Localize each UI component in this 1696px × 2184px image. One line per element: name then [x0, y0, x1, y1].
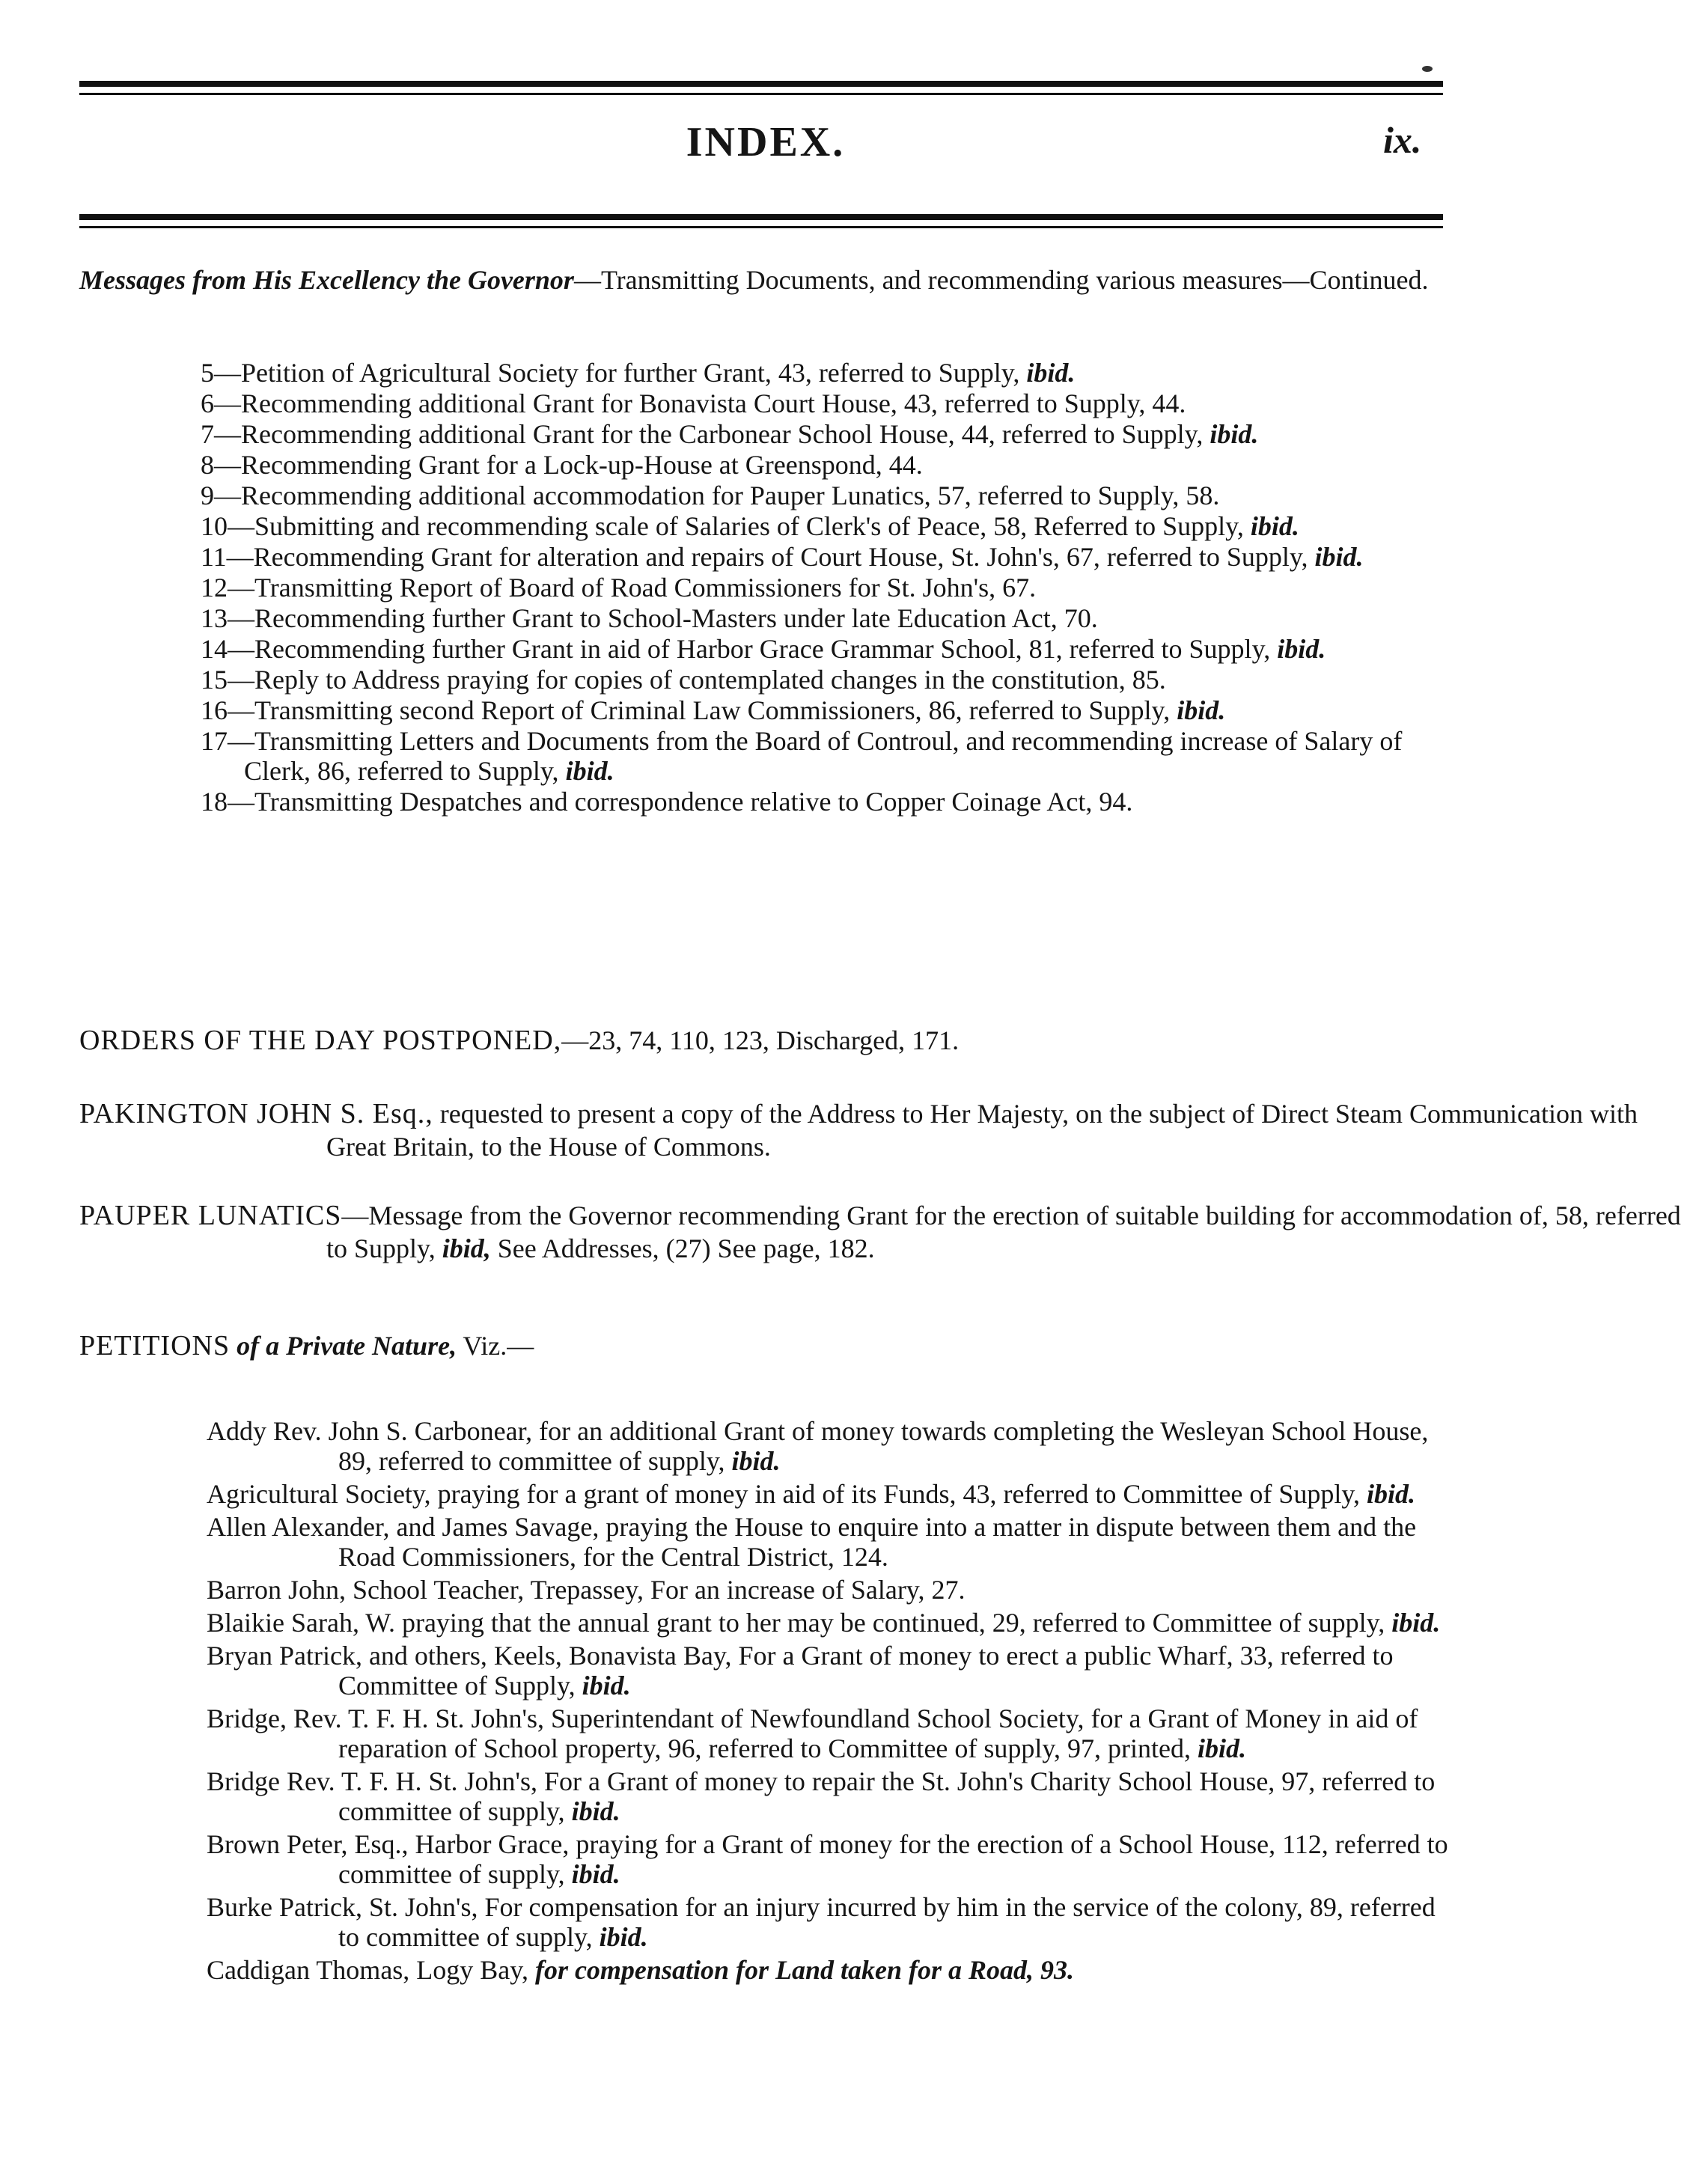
top-rule-thin — [79, 93, 1443, 95]
message-entry: 7—Recommending additional Grant for the Carbonear School House, 44, referred to Supply, ibid. — [201, 419, 1259, 449]
messages-list — [201, 358, 1449, 817]
petitions-head: PETITIONS — [79, 1330, 231, 1361]
message-entry: 5—Petition of Agricultural Society for further Grant, 43, referred to Supply, ibid. — [201, 358, 1076, 388]
petition-entry: Bryan Patrick, and others, Keels, Bonavista Bay, For a Grant of money to erect a public Wharf, 33, referred to Committee of Supply, ibid. — [207, 1641, 1394, 1700]
pauper-ibid: ibid, — [442, 1233, 491, 1263]
message-entry: 12—Transmitting Report of Board of Road Commissioners for St. John's, 67. — [201, 573, 1037, 603]
message-entry: 9—Recommending additional accommodation for Pauper Lunatics, 57, referred to Supply, 58. — [201, 481, 1220, 510]
ink-speck — [1422, 66, 1433, 72]
intro-lead: Messages from His Excellency the Governor — [79, 265, 574, 295]
petition-entry: Agricultural Society, praying for a grant of money in aid of its Funds, 43, referred to Committee of Supply, ibid. — [207, 1479, 1416, 1509]
petition-entry: Blaikie Sarah, W. praying that the annual grant to her may be continued, 29, referred to Committee of supply, ibid. — [207, 1608, 1441, 1638]
messages-intro — [79, 263, 1449, 296]
pauper-entry — [79, 1199, 1696, 1265]
orders-text: —23, 74, 110, 123, Discharged, 171. — [561, 1025, 960, 1055]
petition-entry: Burke Patrick, St. John's, For compensation for an injury incurred by him in the service of the colony, 89, referred to committee of supply, ibid. — [207, 1892, 1436, 1952]
message-entry: 18—Transmitting Despatches and correspondence relative to Copper Coinage Act, 94. — [201, 787, 1133, 817]
page-title: INDEX. — [686, 119, 846, 165]
petition-entry: Barron John, School Teacher, Trepassey, For an increase of Salary, 27. — [207, 1575, 966, 1605]
pakington-entry — [79, 1097, 1696, 1163]
petition-entry: Allen Alexander, and James Savage, praying the House to enquire into a matter in dispute between them and the Road Commissioners, for the Central District, 124. — [207, 1512, 1417, 1572]
message-entry: 8—Recommending Grant for a Lock-up-House at Greenspond, 44. — [201, 450, 923, 480]
message-entry: 6—Recommending additional Grant for Bonavista Court House, 43, referred to Supply, 44. — [201, 388, 1186, 418]
pauper-head: PAUPER LUNATICS — [79, 1200, 342, 1231]
petitions-viz: Viz.— — [457, 1331, 534, 1361]
message-entry: 14—Recommending further Grant in aid of Harbor Grace Grammar School, 81, referred to Supply, ibid. — [201, 634, 1326, 664]
intro-rest: —Transmitting Documents, and recommending various measures—Continued. — [573, 265, 1429, 295]
header-rule-thin — [79, 226, 1443, 228]
orders-entry — [79, 1024, 1449, 1057]
pakington-text: requested to present a copy of the Address to Her Majesty, on the subject of Direct Steam Communication with Great Britain, to the House of Commons. — [326, 1099, 1638, 1162]
page-number: ix. — [1383, 119, 1422, 161]
pauper-text2: See Addresses, (27) See page, 182. — [490, 1233, 875, 1263]
top-rule-thick — [79, 81, 1443, 87]
petition-entry: Bridge, Rev. T. F. H. St. John's, Superintendant of Newfoundland School Society, for a Grant of Money in aid of reparation of School property, 96, referred to Committee of supply, 97, printed, ibid. — [207, 1703, 1418, 1763]
petition-entry: Brown Peter, Esq., Harbor Grace, praying for a Grant of money for the erection of a School House, 112, referred to committee of supply, ibid. — [207, 1829, 1448, 1889]
petitions-list — [207, 1416, 1449, 1988]
orders-head: ORDERS OF THE DAY POSTPONED, — [79, 1025, 562, 1056]
petitions-heading — [79, 1329, 1449, 1362]
message-entry: 15—Reply to Address praying for copies of contemplated changes in the constitution, 85. — [201, 665, 1166, 695]
message-entry: 10—Submitting and recommending scale of Salaries of Clerk's of Peace, 58, Referred to Supply, ibid. — [201, 511, 1299, 541]
message-entry: 13—Recommending further Grant to School-Masters under late Education Act, 70. — [201, 603, 1098, 633]
petition-entry: Caddigan Thomas, Logy Bay, for compensation for Land taken for a Road, 93. — [207, 1955, 1074, 1985]
message-entry: 17—Transmitting Letters and Documents from the Board of Controul, and recommending increase of Salary of Clerk, 86, referred to Supply, ibid. — [201, 726, 1403, 786]
header-rule-thick — [79, 214, 1443, 220]
petition-entry: Bridge Rev. T. F. H. St. John's, For a Grant of money to repair the St. John's Charity School House, 97, referred to committee of supply, ibid. — [207, 1766, 1436, 1826]
pakington-head: PAKINGTON JOHN S. Esq., — [79, 1098, 433, 1129]
pauper-text1: —Message from the Governor recommending Grant for the erection of suitable building for accommodation of, 58, referred to Supply, — [326, 1201, 1681, 1263]
message-entry: 16—Transmitting second Report of Criminal Law Commissioners, 86, referred to Supply, ibid. — [201, 695, 1226, 725]
message-entry: 11—Recommending Grant for alteration and repairs of Court House, St. John's, 67, referred to Supply, ibid. — [201, 542, 1364, 572]
petition-entry: Addy Rev. John S. Carbonear, for an additional Grant of money towards completing the Wesleyan School House, 89, referred to committee of supply, ibid. — [207, 1416, 1429, 1476]
petitions-subhead: of a Private Nature, — [230, 1331, 457, 1361]
